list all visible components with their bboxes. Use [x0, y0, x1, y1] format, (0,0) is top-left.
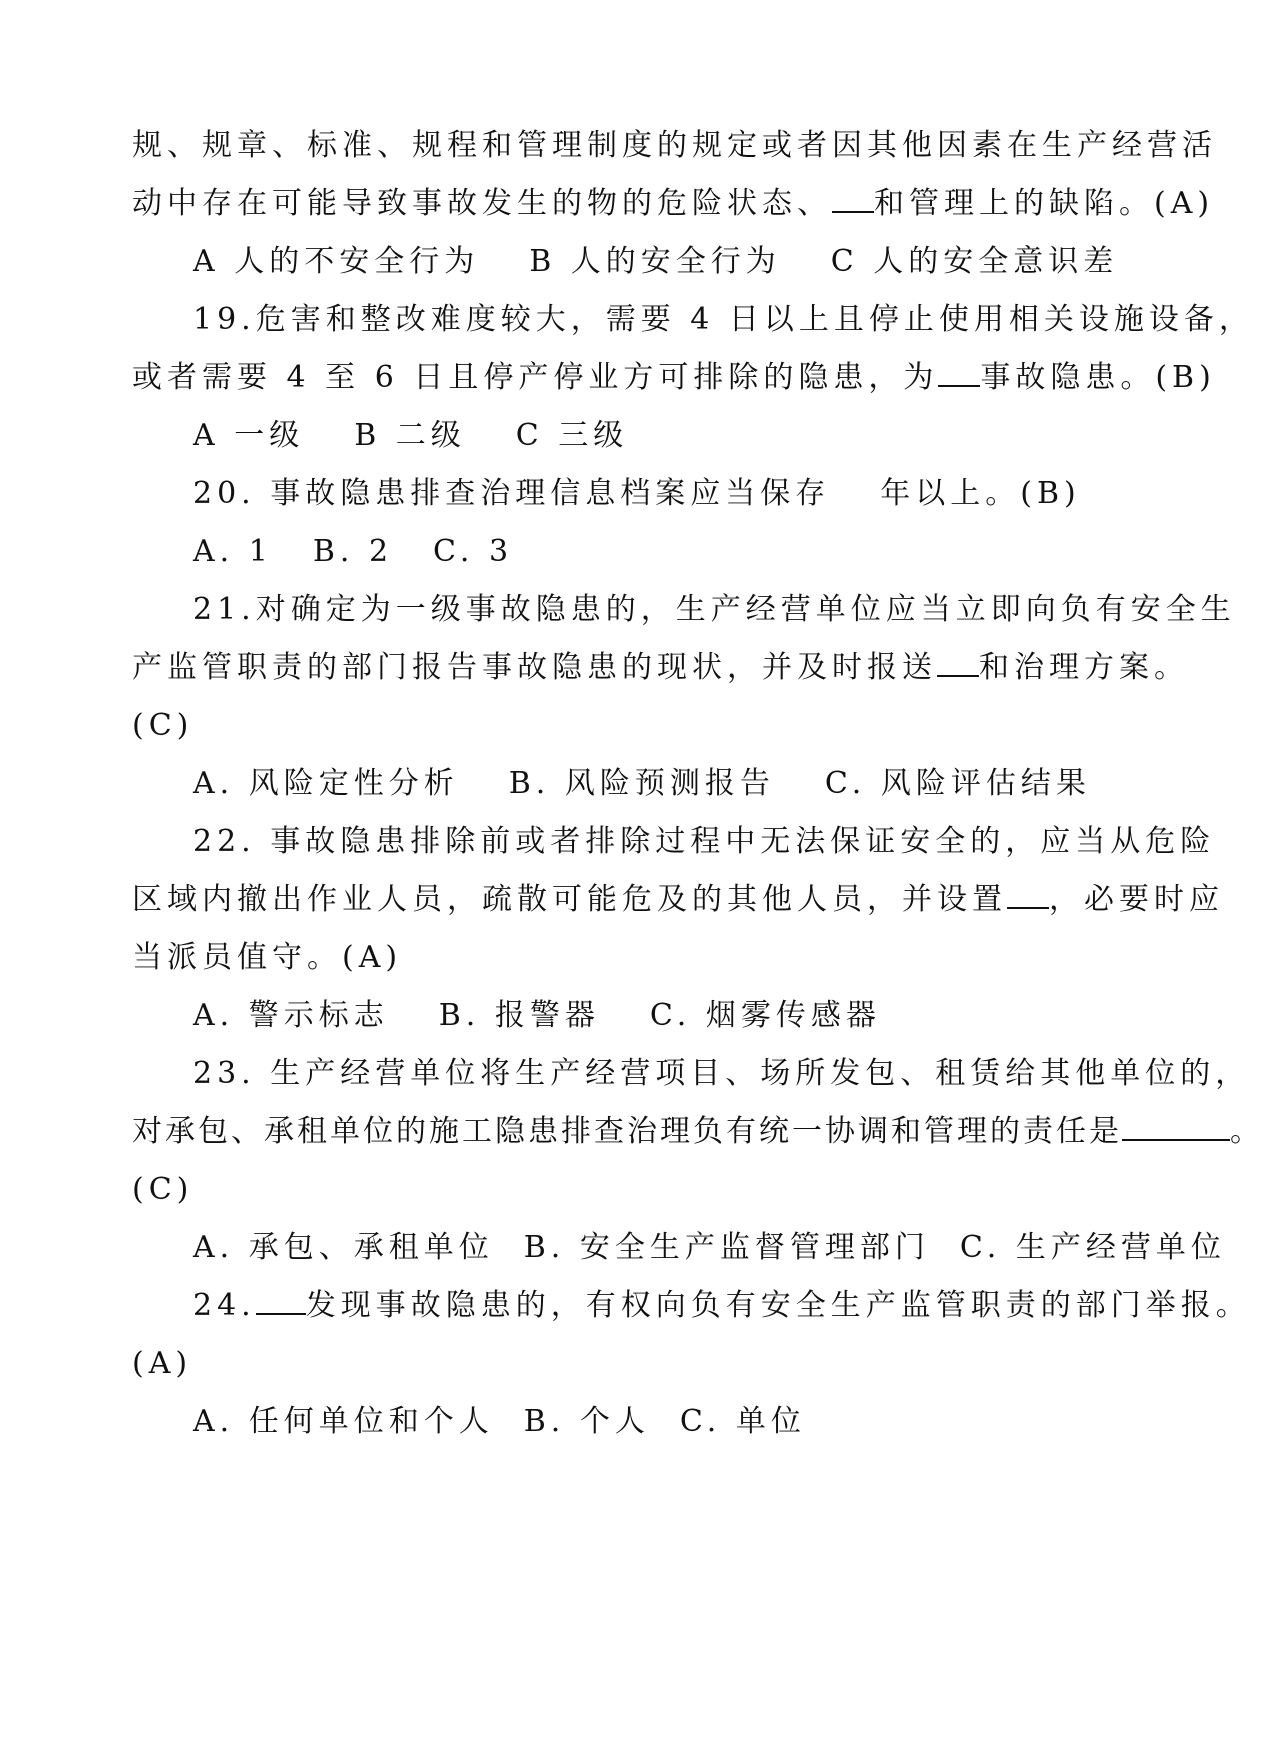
answer-blank	[938, 381, 980, 387]
q22-text-line-2	[132, 880, 1224, 920]
q18-text-line-2	[132, 184, 1214, 224]
q22-text: 区域内撤出作业人员，疏散可能危及的其他人员，并设置	[132, 882, 1007, 917]
q20-options	[193, 532, 513, 572]
q23-option-b: B. 安全生产监督管理部门	[523, 1230, 930, 1265]
q20-option-c: C. 3	[433, 534, 514, 569]
q18-options	[193, 242, 1118, 282]
q21-text: 产监管职责的部门报告事故隐患的现状，并及时报送	[132, 650, 937, 685]
q22-text: 22. 事故隐患排除前或者排除过程中无法保证安全的，应当从危险	[193, 824, 1216, 859]
q23-option-c: C. 生产经营单位	[959, 1230, 1226, 1265]
q22-text-line-3	[132, 938, 402, 978]
q23-answer	[132, 1170, 193, 1210]
q23-text: 23. 生产经营单位将生产经营项目、场所发包、租赁给其他单位的，	[193, 1056, 1251, 1091]
q21-option-b: B. 风险预测报告	[508, 766, 775, 801]
q24-options	[193, 1402, 806, 1442]
answer-blank	[1007, 903, 1049, 909]
q21-answer-text: (C)	[132, 708, 194, 743]
q21-text-line-1	[193, 590, 1236, 630]
q18-text: 动中存在可能导致事故发生的物的危险状态、	[132, 186, 832, 221]
q24-answer-text: (A)	[132, 1346, 193, 1381]
q21-answer	[132, 706, 193, 746]
q19-text: 或者需要 4 至 6 日且停产停业方可排除的隐患，为	[132, 360, 939, 395]
q22-option-b: B. 报警器	[438, 998, 600, 1033]
q18-text-answer: 和管理上的缺陷。(A)	[874, 186, 1215, 221]
q19-text-line-1	[193, 300, 1254, 340]
q18-option-a: A 人的不安全行为	[193, 244, 480, 279]
q23-text-line-1	[193, 1054, 1250, 1094]
q19-text-answer: 事故隐患。(B)	[980, 360, 1216, 395]
q19-option-a: A 一级	[193, 418, 305, 453]
q21-option-c: C. 风险评估结果	[824, 766, 1091, 801]
q19-text: 19.危害和整改难度较大，需要 4 日以上且停止使用相关设施设备，	[193, 302, 1254, 337]
q20-option-a: A. 1	[193, 534, 273, 569]
q22-text: ，必要时应	[1049, 882, 1224, 917]
q21-options	[193, 764, 1091, 804]
q22-option-c: C. 烟雾传感器	[649, 998, 881, 1033]
q24-text: 发现事故隐患的，有权向负有安全生产监管职责的部门举报。	[305, 1288, 1251, 1323]
q22-option-a: A. 警示标志	[193, 998, 389, 1033]
q19-text-line-2	[132, 358, 1216, 398]
q23-answer-text: (C)	[132, 1172, 194, 1207]
answer-blank	[1122, 1135, 1230, 1141]
q23-text: 。	[1230, 1114, 1263, 1149]
q21-text: 和治理方案。	[979, 650, 1189, 685]
q20-option-b: B. 2	[312, 534, 394, 569]
answer-blank	[937, 671, 979, 677]
q18-option-c: C 人的安全意识差	[830, 244, 1119, 279]
q19-option-c: C 三级	[515, 418, 629, 453]
q19-options	[193, 416, 628, 456]
q21-text-line-2	[132, 648, 1189, 688]
q18-text-line-1	[132, 126, 1217, 166]
q22-text-line-1	[193, 822, 1215, 862]
q20-text-answer: 年以上。(B)	[880, 476, 1081, 511]
q20-text-line-1	[193, 474, 1081, 514]
q23-text: 对承包、承租单位的施工隐患排查治理负有统一协调和管理的责任是	[132, 1114, 1122, 1149]
q24-number: 24.	[193, 1288, 256, 1323]
q20-text: 20. 事故隐患排查治理信息档案应当保存	[193, 476, 831, 511]
answer-blank	[256, 1309, 306, 1315]
q19-option-b: B 二级	[354, 418, 466, 453]
q24-option-b: B. 个人	[523, 1404, 650, 1439]
q24-answer	[132, 1344, 192, 1384]
q18-text: 规、规章、标准、规程和管理制度的规定或者因其他因素在生产经营活	[132, 128, 1217, 163]
q24-option-c: C. 单位	[679, 1404, 806, 1439]
q24-text-line-1	[193, 1286, 1251, 1326]
q24-option-a: A. 任何单位和个人	[193, 1404, 494, 1439]
answer-blank	[832, 207, 874, 213]
q23-text-line-2	[132, 1112, 1263, 1152]
q23-option-a: A. 承包、承租单位	[193, 1230, 494, 1265]
q22-options	[193, 996, 881, 1036]
q21-text: 21.对确定为一级事故隐患的，生产经营单位应当立即向负有安全生	[193, 592, 1236, 627]
q21-option-a: A. 风险定性分析	[193, 766, 459, 801]
q22-text-answer: 当派员值守。(A)	[132, 940, 403, 975]
q23-options	[193, 1228, 1226, 1268]
q18-option-b: B 人的安全行为	[529, 244, 781, 279]
